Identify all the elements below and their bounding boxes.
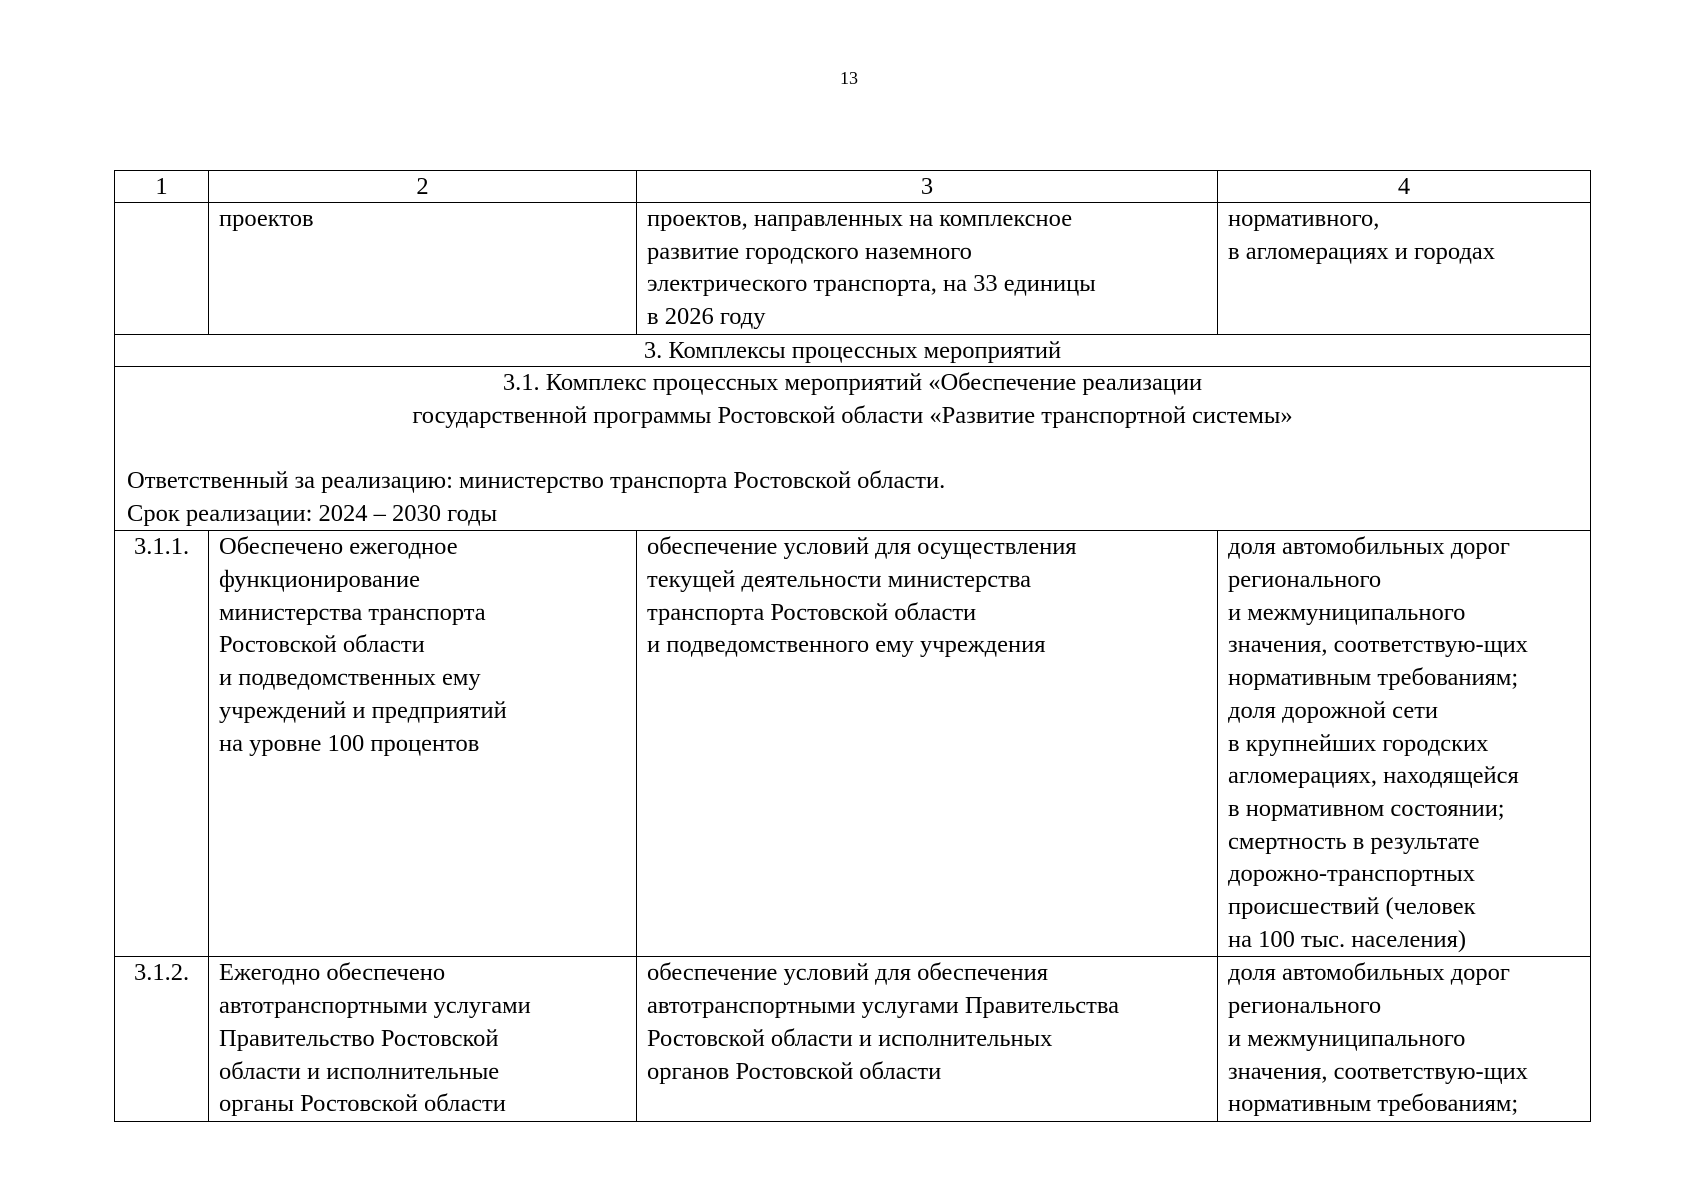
task-cell: проектов — [209, 203, 637, 335]
header-cell: 1 — [115, 171, 209, 203]
row-number-cell: 3.1.1. — [115, 531, 209, 957]
complex-responsible: Ответственный за реализацию: министерство транспорта Ростовской области. — [127, 466, 946, 494]
page-number: 13 — [840, 68, 858, 88]
description-cell: проектов, направленных на комплексное развитие городского наземного электрического транспорта, на 33 единицы в 2026 году — [637, 203, 1218, 335]
complex-spacer — [127, 432, 1578, 465]
table-row-continuation — [115, 203, 1591, 335]
header-cell: 3 — [637, 171, 1218, 203]
indicators-cell: доля автомобильных дорог регионального и межмуниципального значения, соответствую-щих нормативным требованиям; — [1218, 957, 1591, 1122]
complex-term: Срок реализации: 2024 – 2030 годы — [127, 499, 498, 527]
section-heading: 3. Комплексы процессных мероприятий — [115, 334, 1591, 366]
table-header-row — [115, 171, 1591, 203]
complex-heading-cell — [115, 366, 1591, 531]
table-row — [115, 957, 1591, 1122]
program-table — [114, 170, 1591, 1122]
description-cell: обеспечение условий для обеспечения автотранспортными услугами Правительства Ростовской области и исполнительных органов Ростовской области — [637, 957, 1218, 1122]
complex-heading-row — [115, 366, 1591, 531]
indicators-cell: доля автомобильных дорог регионального и межмуниципального значения, соответствую-щих нормативным требованиям; доля дорожной сети в крупнейших городских агломерациях, находящейся в нормативном состоянии; смертность в результате дорожно-транспортных происшествий (человек на 100 тыс. населения) — [1218, 531, 1591, 957]
complex-title: 3.1. Комплекс процессных мероприятий «Обеспечение реализации государственной программы Ростовской области «Развитие транспортной системы» — [412, 368, 1293, 429]
task-cell: Ежегодно обеспечено автотранспортными услугами Правительство Ростовской области и исполнительные органы Ростовской области — [209, 957, 637, 1122]
description-cell: обеспечение условий для осуществления текущей деятельности министерства транспорта Ростовской области и подведомственного ему учреждения — [637, 531, 1218, 957]
task-cell: Обеспечено ежегодное функционирование министерства транспорта Ростовской области и подведомственных ему учреждений и предприятий на уровне 100 процентов — [209, 531, 637, 957]
row-number-cell: 3.1.2. — [115, 957, 209, 1122]
header-cell: 2 — [209, 171, 637, 203]
section-heading-row — [115, 334, 1591, 366]
row-number-cell — [115, 203, 209, 335]
header-cell: 4 — [1218, 171, 1591, 203]
indicators-cell: нормативного, в агломерациях и городах — [1218, 203, 1591, 335]
table-row — [115, 531, 1591, 957]
